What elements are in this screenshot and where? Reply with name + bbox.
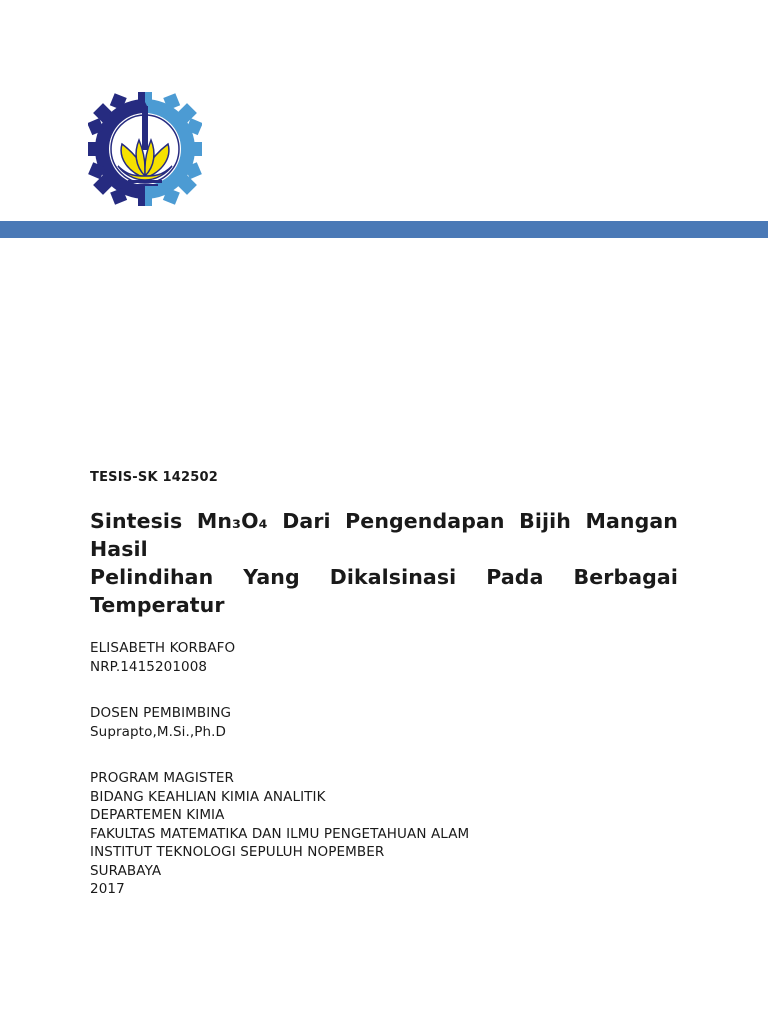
institute: INSTITUT TEKNOLOGI SEPULUH NOPEMBER — [90, 844, 385, 860]
faculty: FAKULTAS MATEMATIKA DAN ILMU PENGETAHUAN ALAM — [90, 825, 470, 842]
author-id: NRP.1415201008 — [90, 658, 208, 675]
field: BIDANG KEAHLIAN KIMIA ANALITIK — [90, 788, 326, 805]
institution-block — [90, 769, 678, 899]
header-accent-bar — [0, 221, 768, 238]
thesis-code: TESIS-SK 142502 — [90, 470, 218, 485]
cover-content — [90, 468, 678, 899]
author-block — [90, 639, 678, 676]
advisor-name: Suprapto,M.Si.,Ph.D — [90, 723, 227, 740]
thesis-title — [90, 507, 678, 619]
year: 2017 — [90, 881, 125, 897]
thesis-title-line-1: Sintesis Mn₃O₄ Dari Pengendapan Bijih Mangan Hasil — [90, 509, 678, 561]
department: DEPARTEMEN KIMIA — [90, 807, 225, 823]
advisor-label: DOSEN PEMBIMBING — [90, 705, 232, 721]
its-lotus-gear-emblem-icon — [88, 92, 202, 206]
program: PROGRAM MAGISTER — [90, 770, 235, 786]
author-name: ELISABETH KORBAFO — [90, 640, 236, 656]
advisor-block — [90, 704, 678, 741]
city: SURABAYA — [90, 862, 162, 879]
thesis-title-line-2: Pelindihan Yang Dikalsinasi Pada Berbagai Temperatur — [90, 565, 678, 617]
